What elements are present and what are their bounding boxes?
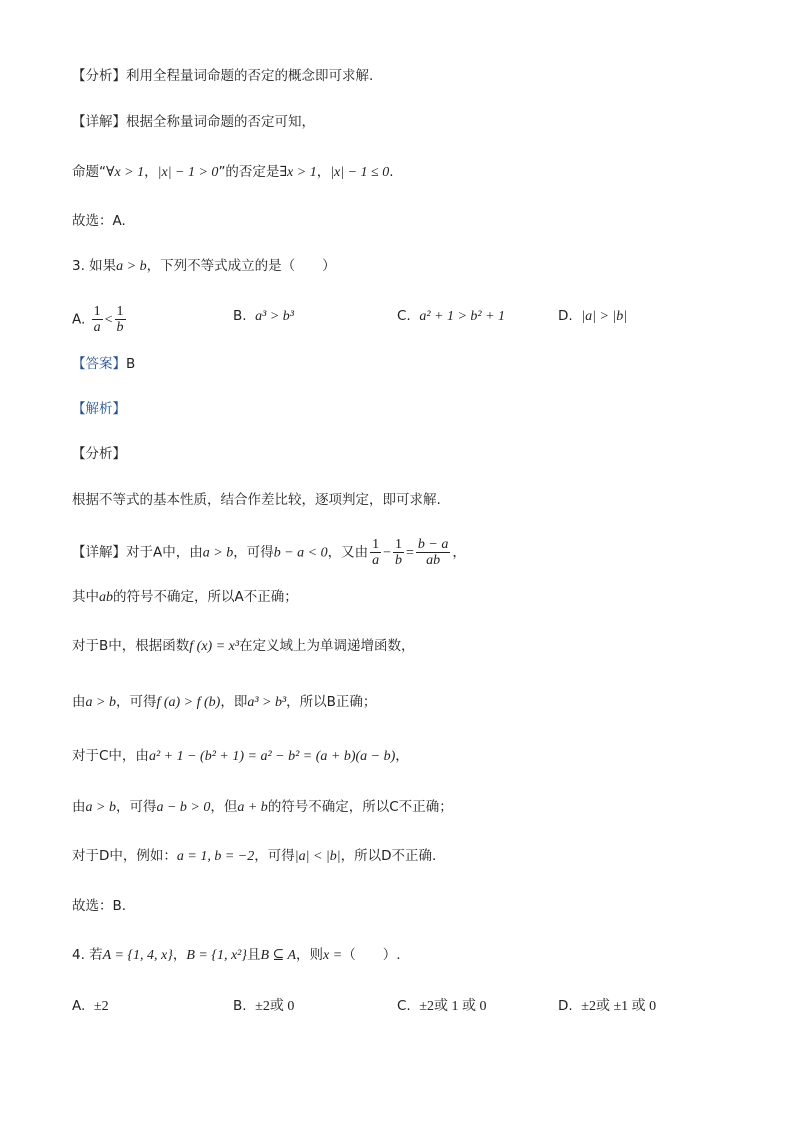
denominator: b — [395, 553, 403, 568]
answer-line — [72, 354, 135, 374]
math-expression: a − b > 0 — [156, 800, 211, 815]
math-expression: a > b — [85, 800, 116, 815]
math-expression: ∃x > 1 — [279, 165, 317, 180]
fraction — [416, 537, 450, 568]
text-segment: 由 — [72, 694, 86, 710]
text-segment: 在定义域上为单调递增函数， — [239, 638, 415, 654]
math-expression: |a| > |b| — [581, 309, 628, 324]
q3-option-c — [397, 306, 505, 327]
math-expression: |x| − 1 ≤ 0 — [330, 165, 390, 180]
math-expression: a³ > b³ — [247, 695, 287, 710]
question-4 — [72, 945, 401, 966]
text-segment: 对于C中，由 — [72, 748, 149, 764]
math-expression: |a| < |b| — [294, 849, 341, 864]
text-segment: . — [389, 164, 394, 180]
analysis-tag-2: 【分析】 — [72, 446, 126, 462]
text-segment: 4. 若 — [72, 947, 103, 963]
math-expression: b − a < 0 — [273, 545, 328, 561]
analysis-text: 利用全程量词命题的否定的概念即可求解. — [126, 68, 374, 84]
option-label: B. — [233, 308, 247, 324]
option-label: A. — [72, 998, 86, 1014]
option-text: ±2 — [93, 999, 109, 1014]
detail-text: 根据全称量词命题的否定可知， — [126, 114, 315, 130]
denominator: b — [116, 320, 124, 335]
numerator: 1 — [372, 537, 380, 552]
text-segment: 且 — [246, 947, 261, 963]
option-text: ±2或 0 — [255, 999, 295, 1014]
fraction — [370, 537, 381, 568]
text-segment: ，即 — [220, 694, 248, 710]
math-expression: |x| − 1 > 0 — [157, 165, 219, 180]
text-segment: 对于D中，例如： — [72, 848, 177, 864]
option-label: D. — [558, 308, 573, 324]
text-segment: ， — [144, 164, 158, 180]
math-expression: B ⊆ A — [260, 948, 297, 963]
detail-d-line — [72, 846, 436, 867]
text-segment: 对于B中，根据函数 — [72, 638, 190, 654]
detail-tag: 【详解】 — [72, 114, 126, 130]
text-segment: ，但 — [210, 799, 238, 815]
q4-option-b — [233, 996, 294, 1017]
math-expression: a > b — [202, 545, 234, 561]
detail-a-conclusion — [72, 587, 298, 608]
detail-tag: 【详解】 — [72, 544, 126, 561]
text-segment: 的符号不确定，所以A不正确； — [113, 589, 298, 605]
math-expression: a = 1, b = −2 — [176, 849, 255, 864]
math-expression: ab — [99, 590, 113, 605]
detail-a-line — [72, 537, 466, 568]
text-segment: ，下列不等式成立的是（ ） — [146, 258, 336, 274]
math-expression: f (x) = x³ — [189, 639, 240, 654]
math-expression: f (a) > f (b) — [156, 695, 221, 710]
math-expression: a + b — [237, 800, 268, 815]
q3-option-d — [558, 306, 627, 327]
math-expression: B = {1, x²} — [186, 948, 247, 963]
answer-value: B — [126, 356, 136, 372]
text-segment: 由 — [72, 799, 86, 815]
math-expression: a > b — [116, 259, 147, 274]
option-text: ±2或 1 或 0 — [419, 999, 487, 1014]
analysis-text-2: 根据不等式的基本性质，结合作差比较，逐项判定，即可求解. — [72, 492, 441, 508]
q4-option-a — [72, 996, 109, 1017]
solution-tag: 【解析】 — [72, 401, 126, 417]
fraction — [115, 304, 126, 335]
denominator: a — [372, 553, 380, 568]
text-segment: ，又由 — [327, 544, 369, 561]
option-label: D. — [558, 998, 573, 1014]
numerator: 1 — [395, 537, 403, 552]
q4-option-d — [558, 996, 656, 1017]
option-label: A. — [72, 311, 86, 328]
text-segment: ， — [316, 164, 331, 180]
text-segment: ， — [452, 544, 466, 561]
detail-b-line-1 — [72, 636, 415, 657]
math-expression: a² + 1 − (b² + 1) = a² − b² = (a + b)(a − b) — [148, 749, 396, 764]
text-segment: ，可得 — [115, 799, 157, 815]
option-label: C. — [397, 308, 411, 324]
denominator: ab — [426, 553, 441, 568]
denominator: a — [93, 320, 101, 335]
text-segment: ，可得 — [233, 544, 274, 561]
option-label: B. — [233, 998, 247, 1014]
fraction — [393, 537, 404, 568]
question-3 — [72, 256, 336, 277]
math-expression: a³ > b³ — [255, 309, 294, 324]
analysis-tag: 【分析】 — [72, 68, 126, 84]
q4-option-c — [397, 996, 487, 1017]
math-expression: < — [104, 312, 113, 328]
option-text: ±2或 ±1 或 0 — [581, 999, 657, 1014]
math-expression: = — [406, 545, 414, 561]
q3-option-a — [72, 304, 128, 335]
q3-option-b — [233, 306, 294, 327]
detail-c-line-2 — [72, 797, 453, 818]
numerator: 1 — [116, 304, 124, 319]
text-segment: （ ）. — [342, 947, 401, 963]
text-segment: ， — [395, 748, 409, 764]
detail-line-1 — [72, 112, 315, 132]
detail-c-line-1 — [72, 746, 409, 767]
analysis-line-1 — [72, 66, 373, 86]
numerator: b − a — [417, 537, 449, 552]
math-expression: a > b — [85, 695, 116, 710]
detail-b-line-2 — [72, 692, 376, 713]
math-expression: A = {1, 4, x} — [102, 948, 173, 963]
answer-tag: 【答案】 — [72, 356, 126, 372]
text-segment: 命题“ — [72, 164, 106, 180]
text-segment: ，可得 — [254, 848, 295, 864]
text-segment: ，可得 — [115, 694, 157, 710]
text-segment: ，所以B正确； — [286, 694, 377, 710]
math-expression: a² + 1 > b² + 1 — [419, 309, 506, 324]
option-label: C. — [397, 998, 411, 1014]
text-segment: 3. 如果 — [72, 258, 117, 274]
text-segment: 其中 — [72, 589, 99, 605]
text-segment: 的符号不确定，所以C不正确； — [267, 799, 453, 815]
text-segment: ， — [172, 947, 187, 963]
text-segment: ，所以D不正确. — [340, 848, 437, 864]
text-segment: 对于A中，由 — [126, 544, 203, 561]
choose-line-2: 故选：B. — [72, 898, 127, 914]
text-segment: ，则 — [296, 947, 324, 963]
math-expression: − — [383, 545, 392, 561]
math-expression: x = — [323, 948, 343, 963]
numerator: 1 — [93, 304, 101, 319]
proposition-line — [72, 162, 394, 183]
choose-line-1: 故选：A. — [72, 213, 126, 229]
math-expression: ∀x > 1 — [106, 165, 145, 180]
fraction — [92, 304, 103, 335]
text-segment: ”的否定是 — [218, 164, 280, 180]
